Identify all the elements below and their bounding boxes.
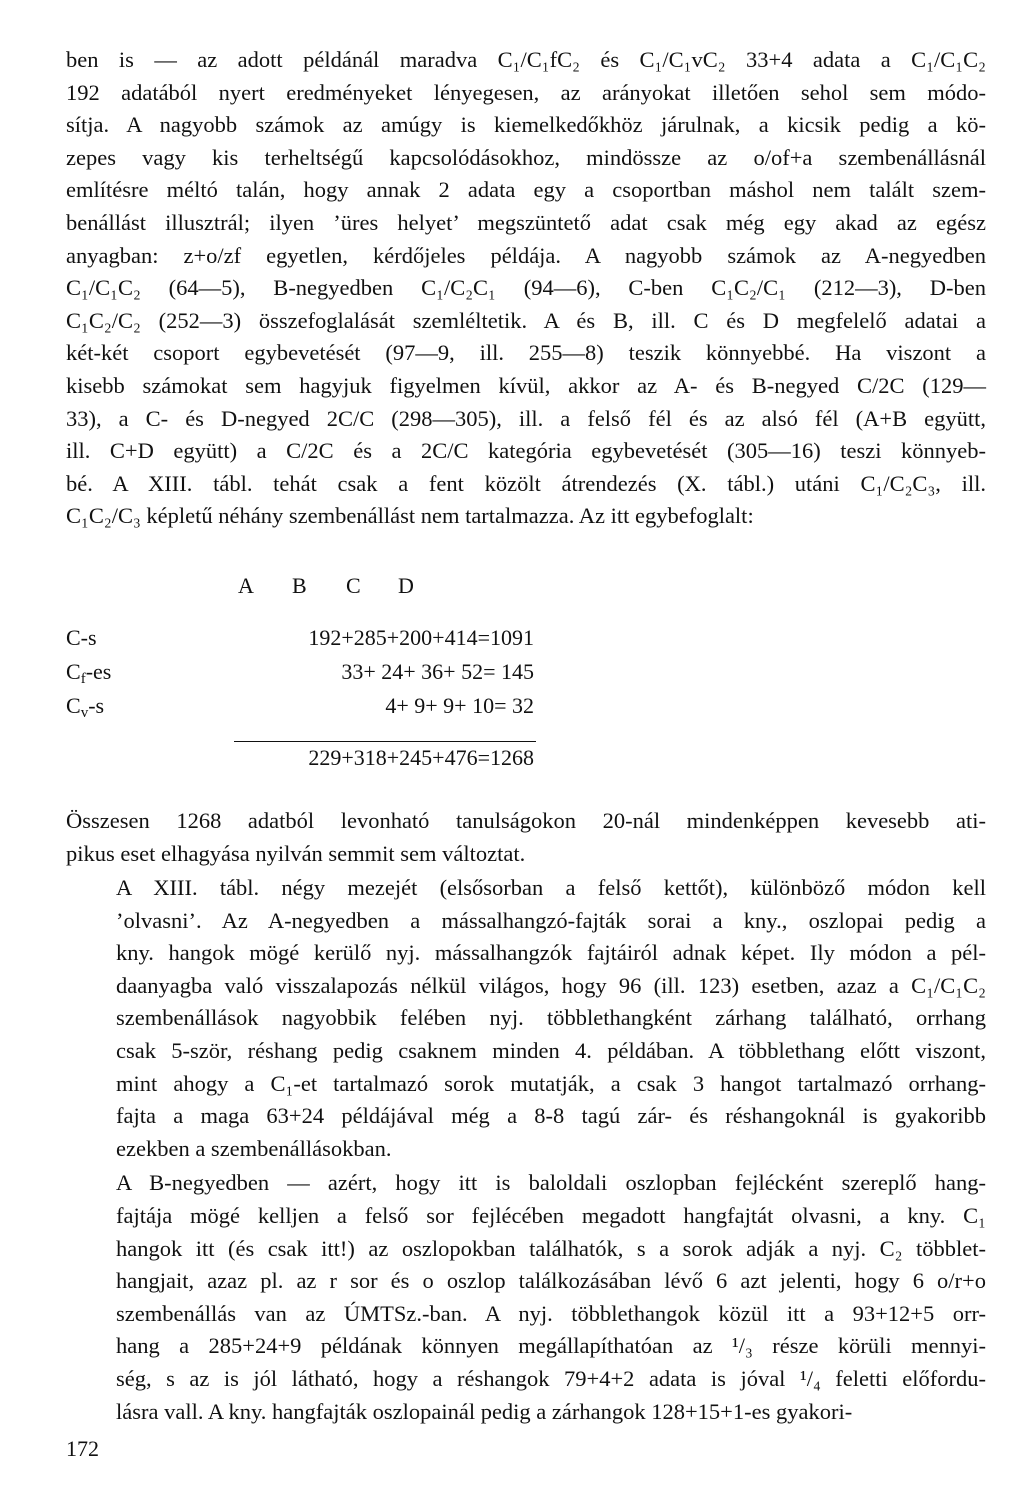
text-line: daanyagba való visszalapozás nélkül világos, hogy 96 (ill. 123) esetben, azaz a C₁/C₁C₂ (116, 972, 986, 998)
text-line: ezekben a szembenállásokban. (116, 1135, 392, 1161)
text-line: 33), a C- és D-negyed 2C/C (298—305), ill. a felső fél és az alsó fél (A+B együtt, (66, 405, 986, 431)
text-line: C₁C₂/C₂ (252—3) összefoglalását szemléltetik. A és B, ill. C és D megfelelő adatai a (66, 307, 986, 333)
paragraph-2 (66, 805, 986, 870)
text-line: 192 adatából nyert eredményeket lényegesen, az arányokat illetően sehol sem módo- (66, 79, 986, 105)
text-line: bé. A XIII. tábl. tehát csak a fent közölt átrendezés (X. tábl.) utáni C₁/C₂C₃, ill. (66, 470, 986, 496)
page-body (66, 44, 986, 1428)
row-label: $C_v-s$ (66, 692, 105, 721)
row-values: 33+ 24+ 36+ 52= 145 (341, 658, 534, 684)
text-line: fajtája mögé kelljen a felső sor fejlécében megadott hangfajtát olvasni, a kny. C₁ (116, 1203, 986, 1229)
text-line: C₁C₂/C₃ képletű néhány szembenállást nem tartalmazza. Az itt egybefoglalt: (66, 503, 754, 529)
text-line: benállást illusztrál; ilyen ’üres helyet’ megszüntető adat csak még egy akad az egész (66, 209, 986, 235)
text-line: A XIII. tábl. négy mezejét (elsősorban a felső kettőt), különböző módon kell (116, 875, 986, 901)
text-line: ’olvasni’. Az A-negyedben a mássalhangzó-fajták sorai a kny., oszlopai pedig a (116, 907, 986, 933)
text-line: két-két csoport egybevetését (97—9, ill. 255—8) teszik könnyebbé. Ha viszont a (66, 340, 986, 366)
total-values: 229+318+245+476=1268 (308, 744, 534, 770)
header-d: D (398, 572, 414, 598)
text-line: hangok itt (és csak itt!) az oszlopokban találhatók, s a sorok adják a nyj. C₂ többlet- (116, 1235, 986, 1261)
header-a: A (238, 572, 254, 598)
table-row-cvs (66, 693, 546, 723)
text-line: szembenállások nagyobbik felében nyj. többlethangként zárhang található, orrhang (116, 1005, 986, 1031)
text-line: ill. C+D együtt) a C/2C és a 2C/C kategória egybevetését (305—16) teszi könnyeb- (66, 438, 986, 464)
header-b: B (292, 572, 307, 598)
paragraph-1 (66, 44, 986, 533)
text-line: C₁/C₁C₂ (64—5), B-negyedben C₁/C₂C₁ (94—6), C-ben C₁C₂/C₁ (212—3), D-ben (66, 275, 986, 301)
text-line: pikus eset elhagyása nyilván semmit sem változtat. (66, 840, 526, 866)
row-values: 192+285+200+414=1091 (308, 624, 534, 650)
paragraph-4 (66, 1167, 986, 1428)
summary-table (66, 573, 986, 773)
text-line: mint ahogy a C₁-et tartalmazó sorok mutatják, a csak 3 hangot tartalmazó orrhang- (116, 1070, 986, 1096)
text-line: zepes vagy kis terheltségű kapcsolódásokhoz, mindössze az o/of+a szembenállásnál (66, 144, 986, 170)
text-line: Összesen 1268 adatból levonható tanulságokon 20-nál mindenképpen kevesebb ati- (66, 807, 986, 833)
text-line: ben is — az adott példánál maradva C₁/C₁fC₂ és C₁/C₁vC₂ 33+4 adata a C₁/C₁C₂ (66, 47, 986, 72)
text-line: csak 5-ször, réshang pedig csaknem minden 4. példában. A többlethang előtt viszont, (116, 1038, 986, 1064)
text-line: kny. hangok mögé kerülő nyj. mássalhangzók fajtáiról adnak képet. Ily módon a pél- (116, 940, 986, 966)
paragraph-3 (66, 872, 986, 1165)
text-line: ség, s az is jól látható, hogy a réshangok 79+4+2 adata is jóval ¹/₄ feletti előfordu- (116, 1366, 986, 1391)
text-line: hangjait, azaz pl. az r sor és o oszlop találkozásában lévő 6 azt jelenti, hogy 6 o/r+o (116, 1268, 986, 1294)
row-label: $C_f-es$ (66, 658, 112, 687)
text-line: A B-negyedben — azért, hogy itt is baloldali oszlopban fejlécként szereplő hang- (116, 1170, 986, 1196)
text-line: sítja. A nagyobb számok az amúgy is kiemelkedőkhöz járulnak, a kicsik pedig a kö- (66, 112, 986, 138)
table-row-cs (66, 625, 546, 655)
page-number: 172 (66, 1436, 99, 1461)
header-c: C (346, 572, 361, 598)
text-line: anyagban: z+o/zf egyetlen, kérdőjeles példája. A nagyobb számok az A-negyedben (66, 242, 986, 268)
sum-rule (234, 741, 536, 742)
text-line: szembenállás van az ÚMTSz.-ban. A nyj. többlethangok közül itt a 93+12+5 orr- (116, 1300, 986, 1326)
text-line: említésre méltó talán, hogy annak 2 adata egy a csoportban máshol nem talált szem- (66, 177, 986, 203)
row-values: 4+ 9+ 9+ 10= 32 (385, 692, 534, 718)
text-line: lásra vall. A kny. hangfajták oszlopainál pedig a zárhangok 128+15+1-es gyakori- (116, 1398, 853, 1424)
text-line: kisebb számokat sem hagyjuk figyelmen kívül, akkor az A- és B-negyed C/2C (129— (66, 372, 986, 398)
table-row-total (66, 745, 546, 775)
table-row-cfes (66, 659, 546, 689)
text-line: hang a 285+24+9 példának könnyen megállapíthatóan az ¹/₃ része körüli mennyi- (116, 1333, 986, 1359)
row-label: C-s (66, 624, 97, 650)
text-line: fajta a maga 63+24 példájával még a 8-8 tagú zár- és réshangoknál is gyakoribb (116, 1103, 986, 1129)
